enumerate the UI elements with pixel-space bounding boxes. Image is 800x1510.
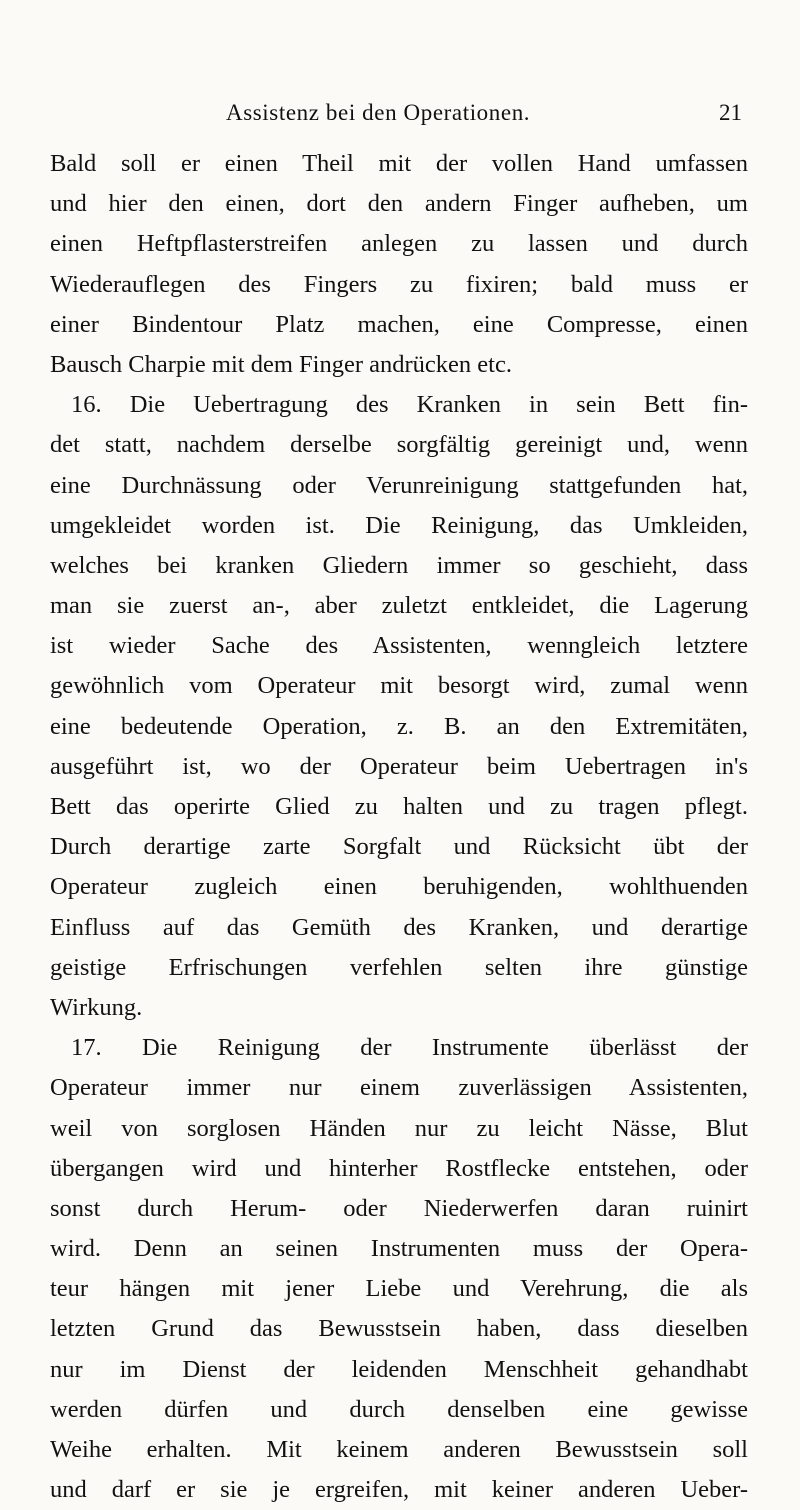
text-line: einen Heftpflasterstreifen anlegen zu lassen und durch bbox=[50, 230, 748, 258]
text-line: ausgeführt ist, wo der Operateur beim Uebertragen in's bbox=[50, 752, 748, 780]
text-line: werden dürfen und durch denselben eine gewisse bbox=[50, 1395, 748, 1423]
text-line: übergangen wird und hinterher Rostflecke entstehen, oder bbox=[50, 1154, 748, 1182]
text-line: weil von sorglosen Händen nur zu leicht Nässe, Blut bbox=[50, 1114, 748, 1142]
running-header bbox=[0, 98, 800, 128]
text-line: eine bedeutende Operation, z. B. an den Extremitäten, bbox=[50, 712, 748, 740]
text-line: nur im Dienst der leidenden Menschheit gehandhabt bbox=[50, 1355, 748, 1383]
text-line: ist wieder Sache des Assistenten, wenngleich letztere bbox=[50, 632, 748, 660]
text-line: Weihe erhalten. Mit keinem anderen Bewusstsein soll bbox=[50, 1436, 748, 1463]
text-line: Operateur zugleich einen beruhigenden, wohlthuenden bbox=[50, 873, 748, 901]
text-line: geistige Erfrischungen verfehlen selten ihre günstige bbox=[50, 953, 748, 981]
text-line: 16. Die Uebertragung des Kranken in sein Bett fin- bbox=[71, 391, 748, 419]
text-line: Wiederauflegen des Fingers zu fixiren; bald muss er bbox=[50, 270, 748, 298]
text-line: Bald soll er einen Theil mit der vollen Hand umfassen bbox=[50, 150, 748, 177]
text-line: gewöhnlich vom Operateur mit besorgt wird, zumal wenn bbox=[50, 672, 748, 700]
page-number: 21 bbox=[719, 100, 742, 125]
text-line: Durch derartige zarte Sorgfalt und Rücksicht übt der bbox=[50, 833, 748, 861]
text-line: Bausch Charpie mit dem Finger andrücken etc. bbox=[50, 350, 512, 378]
text-line: Operateur immer nur einem zuverlässigen Assistenten, bbox=[50, 1074, 748, 1102]
text-line: Wirkung. bbox=[50, 993, 143, 1021]
text-line: umgekleidet worden ist. Die Reinigung, das Umkleiden, bbox=[50, 511, 748, 539]
text-line: man sie zuerst an-, aber zuletzt entkleidet, die Lagerung bbox=[50, 592, 748, 620]
text-line: eine Durchnässung oder Verunreinigung stattgefunden hat, bbox=[50, 471, 748, 499]
text-line: wird. Denn an seinen Instrumenten muss der Opera- bbox=[50, 1235, 748, 1263]
text-line: det statt, nachdem derselbe sorgfältig gereinigt und, wenn bbox=[50, 431, 748, 459]
text-line: welches bei kranken Gliedern immer so geschieht, dass bbox=[50, 551, 748, 579]
text-line: letzten Grund das Bewusstsein haben, dass dieselben bbox=[50, 1315, 748, 1343]
text-line: 17. Die Reinigung der Instrumente überlässt der bbox=[71, 1034, 748, 1062]
text-line: sonst durch Herum- oder Niederwerfen daran ruinirt bbox=[50, 1194, 748, 1222]
text-line: teur hängen mit jener Liebe und Verehrung, die als bbox=[50, 1275, 748, 1303]
text-line: einer Bindentour Platz machen, eine Compresse, einen bbox=[50, 310, 748, 338]
text-line: Einfluss auf das Gemüth des Kranken, und derartige bbox=[50, 913, 748, 941]
text-line: Bett das operirte Glied zu halten und zu tragen pflegt. bbox=[50, 793, 748, 820]
body-text bbox=[50, 144, 748, 1510]
text-line: und hier den einen, dort den andern Finger aufheben, um bbox=[50, 190, 748, 218]
running-title: Assistenz bei den Operationen. bbox=[226, 100, 531, 125]
text-line: und darf er sie je ergreifen, mit keiner anderen Ueber- bbox=[50, 1476, 748, 1504]
